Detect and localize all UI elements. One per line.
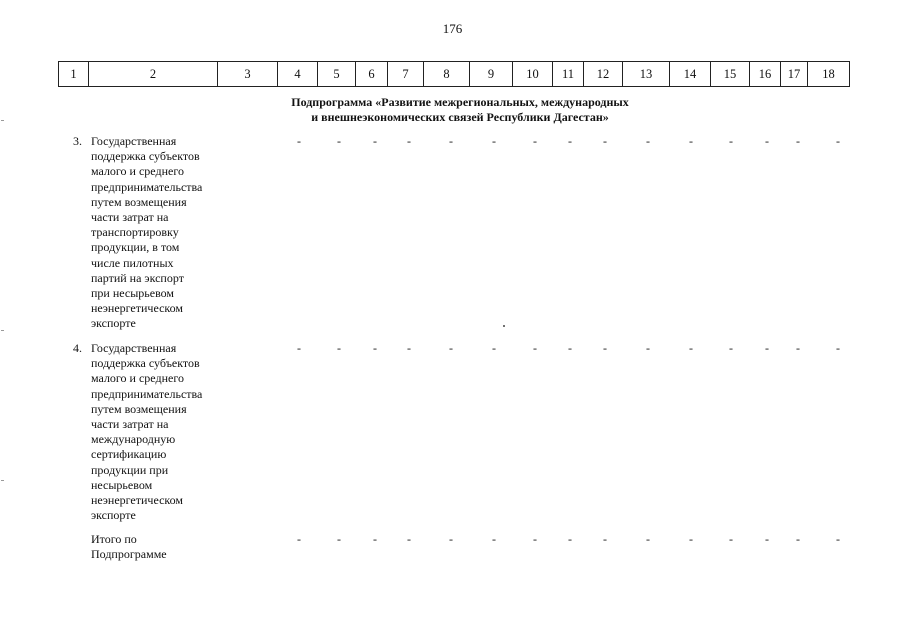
- column-header-cell: 8: [424, 62, 470, 87]
- value-cell: -: [765, 341, 769, 355]
- subprogram-title: [200, 95, 720, 125]
- value-cell: -: [729, 532, 733, 546]
- column-header-cell: 5: [318, 62, 356, 87]
- page-number: 176: [442, 21, 463, 36]
- value-cell: -: [796, 341, 800, 355]
- value-cell: -: [646, 134, 650, 148]
- scan-speck: [503, 325, 505, 327]
- value-cell: -: [533, 341, 537, 355]
- row-name: Государственная поддержка субъектов малого и среднего предпринимательства путем возмещения части затрат на международную сертификацию продукции при несырьевом неэнергетическом экспорте: [91, 341, 203, 523]
- column-header-cell: 7: [388, 62, 424, 87]
- value-cell: -: [337, 532, 341, 546]
- value-cell: -: [836, 341, 840, 355]
- value-cell: -: [603, 341, 607, 355]
- value-cell: -: [729, 134, 733, 148]
- value-cell: -: [337, 134, 341, 148]
- column-header-cell: 16: [750, 62, 781, 87]
- value-cell: -: [796, 134, 800, 148]
- value-cell: -: [796, 532, 800, 546]
- value-cell: -: [492, 341, 496, 355]
- column-header-cell: 3: [218, 62, 278, 87]
- value-cell: -: [568, 134, 572, 148]
- value-cell: -: [337, 341, 341, 355]
- value-cell: -: [407, 341, 411, 355]
- value-cell: -: [449, 134, 453, 148]
- value-cell: -: [603, 134, 607, 148]
- value-cell: -: [765, 532, 769, 546]
- value-cell: -: [603, 532, 607, 546]
- column-header-cell: 12: [584, 62, 623, 87]
- row-name: Государственная поддержка субъектов малого и среднего предпринимательства путем возмещения части затрат на транспортировку продукции, в том числе пилотных партий на экспорт при несырьевом неэнергетическом экспорте: [91, 134, 203, 331]
- column-header-cell: 1: [59, 62, 89, 87]
- column-header-cell: 11: [553, 62, 584, 87]
- scan-margin-mark: [1, 330, 4, 331]
- column-header-cell: 6: [356, 62, 388, 87]
- value-cell: -: [449, 532, 453, 546]
- column-header-cell: 15: [711, 62, 750, 87]
- value-cell: -: [646, 532, 650, 546]
- scan-margin-mark: [1, 120, 4, 121]
- value-cell: -: [568, 341, 572, 355]
- column-header-cell: 18: [808, 62, 850, 87]
- value-cell: -: [492, 532, 496, 546]
- value-cell: -: [492, 134, 496, 148]
- value-cell: -: [533, 532, 537, 546]
- column-header-cell: 9: [470, 62, 513, 87]
- value-cell: -: [836, 532, 840, 546]
- row-number: 4.: [73, 341, 82, 355]
- subprogram-title-line1: Подпрограмма «Развитие межрегиональных, международных: [291, 95, 629, 109]
- scan-margin-mark: [1, 480, 4, 481]
- value-cell: -: [689, 341, 693, 355]
- value-cell: -: [533, 134, 537, 148]
- value-cell: -: [297, 532, 301, 546]
- value-cell: -: [407, 134, 411, 148]
- value-cell: -: [689, 532, 693, 546]
- row-name: Итого по Подпрограмме: [91, 532, 167, 562]
- value-cell: -: [449, 341, 453, 355]
- value-cell: -: [836, 134, 840, 148]
- value-cell: -: [373, 532, 377, 546]
- value-cell: -: [373, 134, 377, 148]
- column-header-cell: 2: [89, 62, 218, 87]
- column-header-cell: 4: [278, 62, 318, 87]
- subprogram-title-line2: и внешнеэкономических связей Республики Дагестан»: [311, 110, 609, 124]
- value-cell: -: [765, 134, 769, 148]
- column-header-cell: 13: [623, 62, 670, 87]
- column-header-cell: 14: [670, 62, 711, 87]
- column-header-row: [59, 62, 850, 87]
- value-cell: -: [729, 341, 733, 355]
- value-cell: -: [407, 532, 411, 546]
- value-cell: -: [568, 532, 572, 546]
- column-header-cell: 17: [781, 62, 808, 87]
- value-cell: -: [373, 341, 377, 355]
- column-header-cell: 10: [513, 62, 553, 87]
- row-number: 3.: [73, 134, 82, 148]
- column-header-table: [58, 61, 850, 87]
- value-cell: -: [646, 341, 650, 355]
- value-cell: -: [297, 341, 301, 355]
- value-cell: -: [297, 134, 301, 148]
- value-cell: -: [689, 134, 693, 148]
